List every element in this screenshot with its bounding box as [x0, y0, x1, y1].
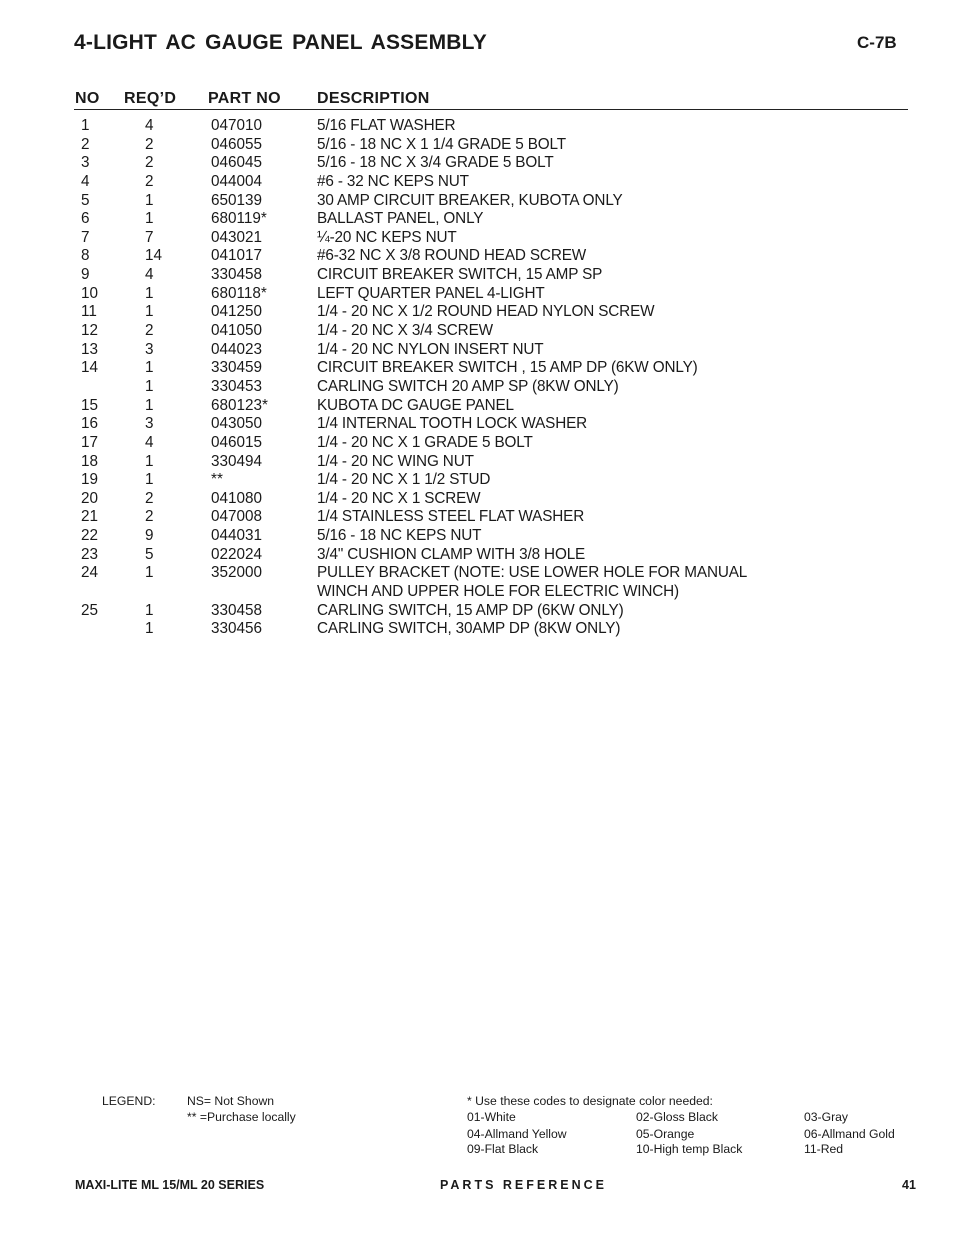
quantity-required: 14	[145, 247, 163, 265]
color-code: 10-High temp Black	[636, 1142, 743, 1156]
part-number: 680118*	[211, 284, 267, 302]
part-number: 046055	[211, 135, 263, 153]
part-description: CIRCUIT BREAKER SWITCH , 15 AMP DP (6KW ONLY)	[317, 359, 698, 377]
part-number: 041250	[211, 303, 263, 321]
quantity-required: 1	[145, 284, 154, 302]
table-row	[0, 136, 954, 155]
item-number: 22	[81, 527, 99, 545]
table-row	[0, 173, 954, 192]
part-number: 047010	[211, 117, 263, 134]
item-number: 1	[81, 117, 90, 134]
item-number: 25	[81, 601, 99, 619]
item-number: 3	[81, 154, 90, 172]
part-number: 330458	[211, 601, 263, 619]
part-description: WINCH AND UPPER HOLE FOR ELECTRIC WINCH)	[317, 583, 679, 601]
table-row	[0, 564, 954, 583]
item-number: 19	[81, 471, 99, 489]
part-number: 352000	[211, 564, 263, 582]
table-row	[0, 508, 954, 527]
part-number: 044004	[211, 172, 263, 190]
item-number: 17	[81, 433, 99, 451]
header-rule	[74, 109, 908, 110]
color-code-note: * Use these codes to designate color needed:	[467, 1094, 713, 1108]
table-row	[0, 415, 954, 434]
table-row	[0, 210, 954, 229]
item-number: 10	[81, 284, 99, 302]
header-part: PART NO	[208, 90, 281, 107]
quantity-required: 1	[145, 359, 154, 377]
quantity-required: 3	[145, 340, 154, 358]
part-description: 1/4 - 20 NC X 1/2 ROUND HEAD NYLON SCREW	[317, 303, 655, 321]
table-row	[0, 397, 954, 416]
quantity-required: 2	[145, 172, 154, 190]
parts-table	[0, 117, 954, 639]
page-number: 41	[902, 1178, 916, 1192]
header-desc: DESCRIPTION	[317, 90, 430, 107]
table-row	[0, 620, 954, 639]
part-description: 1/4 STAINLESS STEEL FLAT WASHER	[317, 508, 585, 526]
part-description: 1/4 - 20 NC NYLON INSERT NUT	[317, 340, 544, 358]
part-number: 330453	[211, 377, 263, 395]
part-number: 680123*	[211, 396, 268, 414]
quantity-required: 3	[145, 415, 154, 433]
item-number: 9	[81, 266, 90, 284]
part-description: 5/16 FLAT WASHER	[317, 117, 456, 134]
table-row	[0, 247, 954, 266]
item-number: 8	[81, 247, 90, 265]
part-description: CARLING SWITCH, 30AMP DP (8KW ONLY)	[317, 620, 621, 638]
item-number: 18	[81, 452, 99, 470]
quantity-required: 1	[145, 452, 154, 470]
part-description: ¼-20 NC KEPS NUT	[317, 228, 457, 246]
header-no: NO	[75, 90, 100, 107]
item-number: 11	[81, 303, 97, 321]
part-description: 1/4 - 20 NC X 1 GRADE 5 BOLT	[317, 433, 533, 451]
header-req: REQ’D	[124, 90, 177, 107]
part-number: 330456	[211, 620, 263, 638]
color-code: 04-Allmand Yellow	[467, 1127, 567, 1141]
table-row	[0, 285, 954, 304]
quantity-required: 5	[145, 545, 154, 563]
table-row	[0, 229, 954, 248]
part-number: 330458	[211, 266, 263, 284]
quantity-required: 1	[145, 564, 154, 582]
item-number: 13	[81, 340, 99, 358]
quantity-required: 2	[145, 508, 154, 526]
part-description: LEFT QUARTER PANEL 4-LIGHT	[317, 284, 545, 302]
part-number: 044031	[211, 527, 263, 545]
part-description: 30 AMP CIRCUIT BREAKER, KUBOTA ONLY	[317, 191, 623, 209]
item-number: 15	[81, 396, 99, 414]
quantity-required: 1	[145, 303, 154, 321]
item-number: 21	[81, 508, 99, 526]
table-row	[0, 266, 954, 285]
part-number: 043021	[211, 228, 263, 246]
part-number: 044023	[211, 340, 263, 358]
color-code: 11-Red	[804, 1142, 844, 1156]
part-description: CARLING SWITCH 20 AMP SP (8KW ONLY)	[317, 377, 619, 395]
table-row	[0, 117, 954, 136]
color-code: 05-Orange	[636, 1127, 695, 1141]
table-row	[0, 322, 954, 341]
footer-series: MAXI-LITE ML 15/ML 20 SERIES	[75, 1178, 265, 1192]
quantity-required: 2	[145, 135, 154, 153]
item-number: 6	[81, 210, 90, 228]
quantity-required: 1	[145, 601, 154, 619]
table-row	[0, 303, 954, 322]
color-code: 02-Gloss Black	[636, 1110, 718, 1124]
quantity-required: 2	[145, 489, 154, 507]
table-row	[0, 378, 954, 397]
part-number: 022024	[211, 545, 263, 563]
quantity-required: 2	[145, 322, 154, 340]
item-number: 4	[81, 172, 90, 190]
table-row	[0, 341, 954, 360]
item-number: 5	[81, 191, 90, 209]
item-number: 16	[81, 415, 99, 433]
part-number: 043050	[211, 415, 263, 433]
item-number: 12	[81, 322, 99, 340]
part-number: 041050	[211, 322, 263, 340]
quantity-required: 4	[145, 433, 154, 451]
part-description: #6 - 32 NC KEPS NUT	[317, 172, 469, 190]
section-code: C-7B	[857, 33, 897, 52]
quantity-required: 7	[145, 228, 154, 246]
part-number: **	[211, 471, 223, 489]
part-description: #6-32 NC X 3/8 ROUND HEAD SCREW	[317, 247, 587, 265]
quantity-required: 1	[145, 191, 154, 209]
part-number: 650139	[211, 191, 263, 209]
part-number: 041017	[211, 247, 263, 265]
part-number: 047008	[211, 508, 263, 526]
part-description: 5/16 - 18 NC X 3/4 GRADE 5 BOLT	[317, 154, 554, 172]
table-row	[0, 583, 954, 602]
quantity-required: 2	[145, 154, 154, 172]
part-description: 5/16 - 18 NC KEPS NUT	[317, 527, 482, 545]
part-description: BALLAST PANEL, ONLY	[317, 210, 484, 228]
table-row	[0, 527, 954, 546]
item-number: 23	[81, 545, 99, 563]
item-number: 2	[81, 135, 90, 153]
quantity-required: 4	[145, 266, 154, 284]
quantity-required: 1	[145, 471, 154, 489]
color-code: 03-Gray	[804, 1110, 849, 1124]
color-code: 06-Allmand Gold	[804, 1127, 895, 1141]
legend-label: LEGEND:	[102, 1094, 156, 1108]
quantity-required: 1	[145, 377, 154, 395]
quantity-required: 4	[145, 117, 154, 134]
color-code: 01-White	[467, 1110, 516, 1124]
legend-purchase-locally: ** =Purchase locally	[187, 1110, 296, 1124]
part-number: 046015	[211, 433, 263, 451]
part-number: 046045	[211, 154, 263, 172]
part-description: 1/4 - 20 NC X 3/4 SCREW	[317, 322, 493, 340]
part-description: KUBOTA DC GAUGE PANEL	[317, 396, 514, 414]
item-number: 7	[81, 228, 90, 246]
part-description: 1/4 - 20 NC X 1 SCREW	[317, 489, 481, 507]
part-description: 1/4 - 20 NC X 1 1/2 STUD	[317, 471, 491, 489]
table-row	[0, 154, 954, 173]
part-description: 5/16 - 18 NC X 1 1/4 GRADE 5 BOLT	[317, 135, 566, 153]
part-number: 330494	[211, 452, 263, 470]
table-row	[0, 453, 954, 472]
part-description: 1/4 - 20 NC WING NUT	[317, 452, 474, 470]
part-description: CIRCUIT BREAKER SWITCH, 15 AMP SP	[317, 266, 603, 284]
part-description: 1/4 INTERNAL TOOTH LOCK WASHER	[317, 415, 588, 433]
page-title: 4-LIGHT AC GAUGE PANEL ASSEMBLY	[74, 31, 487, 54]
part-description: PULLEY BRACKET (NOTE: USE LOWER HOLE FOR MANUAL	[317, 564, 748, 582]
quantity-required: 1	[145, 620, 154, 638]
quantity-required: 1	[145, 396, 154, 414]
table-row	[0, 546, 954, 565]
part-description: CARLING SWITCH, 15 AMP DP (6KW ONLY)	[317, 601, 624, 619]
part-description: 3/4" CUSHION CLAMP WITH 3/8 HOLE	[317, 545, 586, 563]
item-number: 24	[81, 564, 99, 582]
item-number: 20	[81, 489, 99, 507]
part-number: 680119*	[211, 210, 267, 228]
footer-section: PARTS REFERENCE	[440, 1178, 608, 1192]
table-row	[0, 192, 954, 211]
part-number: 041080	[211, 489, 263, 507]
part-number: 330459	[211, 359, 263, 377]
table-row	[0, 471, 954, 490]
legend-not-shown: NS= Not Shown	[187, 1094, 275, 1108]
table-row	[0, 359, 954, 378]
table-row	[0, 490, 954, 509]
quantity-required: 1	[145, 210, 154, 228]
table-row	[0, 602, 954, 621]
table-row	[0, 434, 954, 453]
item-number: 14	[81, 359, 99, 377]
color-code: 09-Flat Black	[467, 1142, 539, 1156]
quantity-required: 9	[145, 527, 154, 545]
